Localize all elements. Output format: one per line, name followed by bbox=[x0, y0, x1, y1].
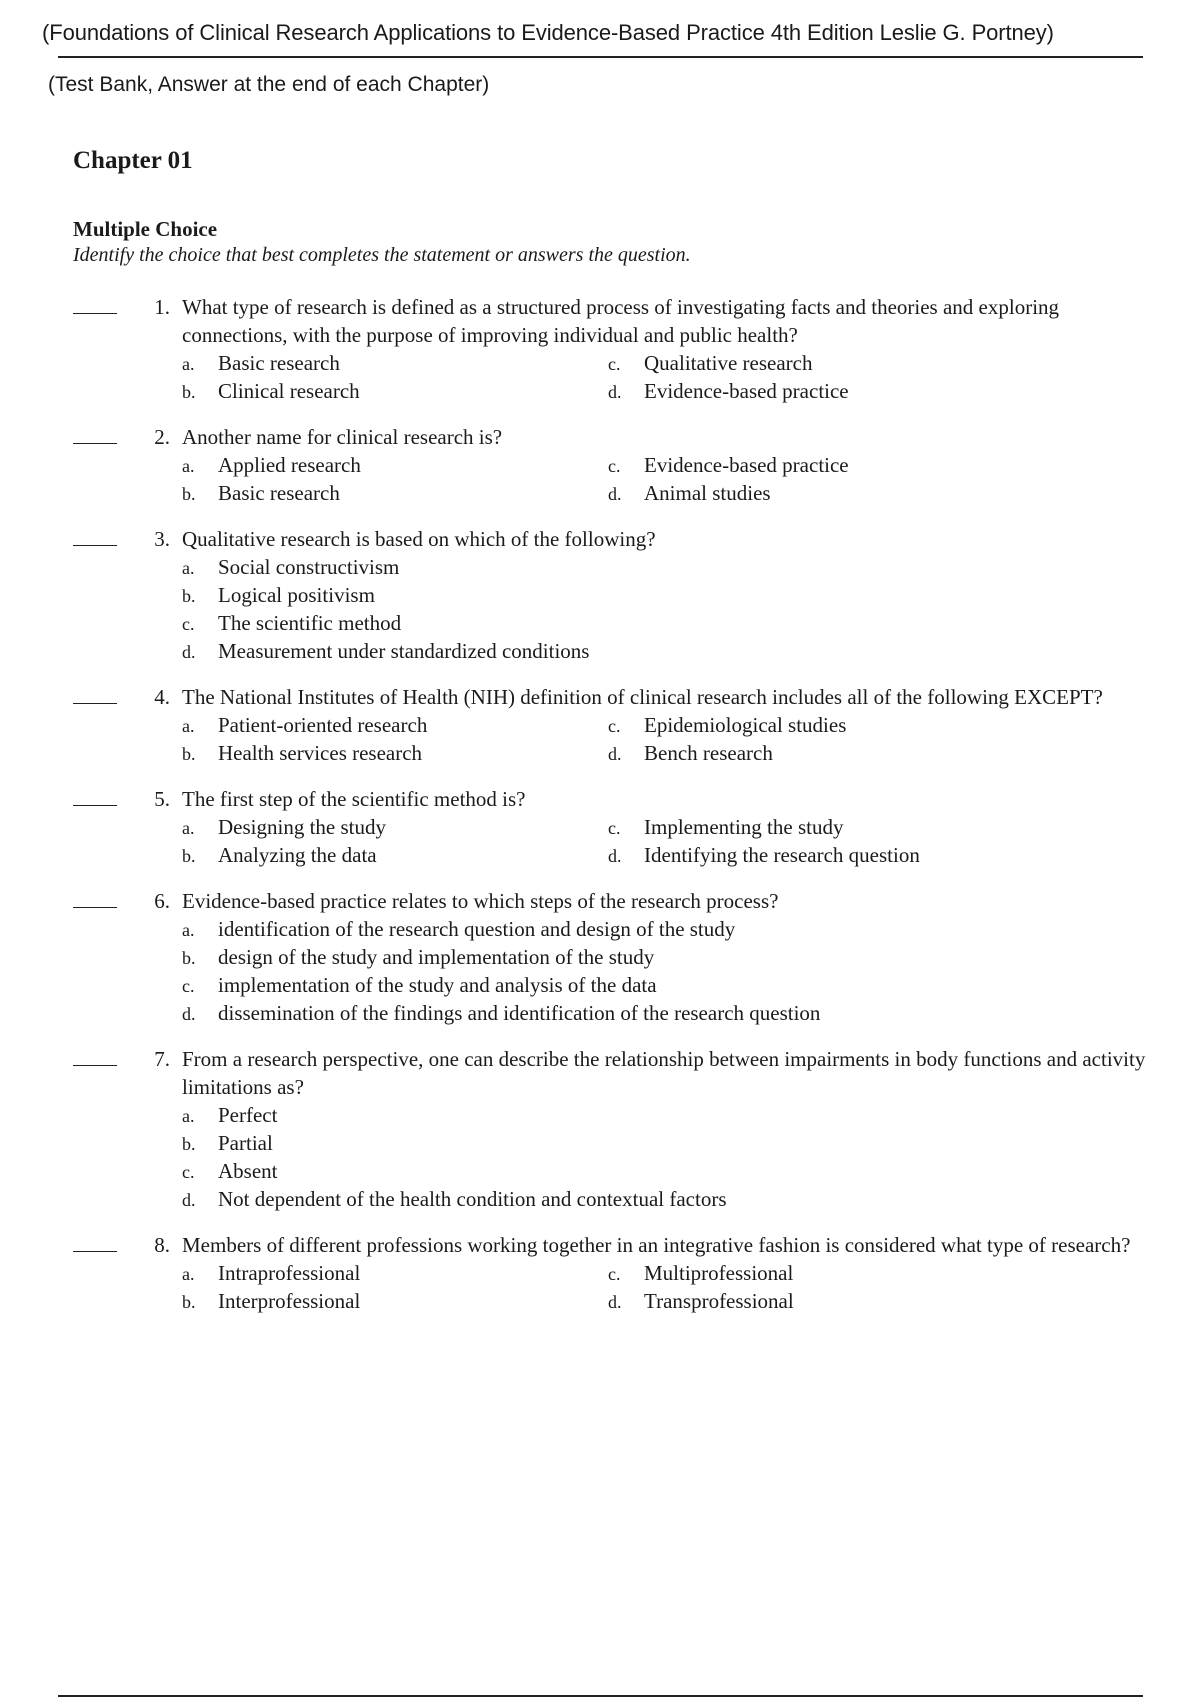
choice-letter: a. bbox=[182, 716, 195, 736]
choice-list bbox=[182, 1259, 1157, 1315]
choice-text: Health services research bbox=[218, 741, 423, 765]
answer-blank[interactable] bbox=[73, 703, 117, 704]
question-text: What type of research is defined as a structured process of investigating facts and theories and exploring connections, with the purpose of improving individual and public health? bbox=[182, 295, 1060, 347]
choice-text: implementation of the study and analysis of the data bbox=[218, 973, 657, 997]
choice-text: Implementing the study bbox=[644, 815, 844, 839]
answer-choice bbox=[608, 1287, 1157, 1315]
choice-letter: a. bbox=[182, 1106, 195, 1126]
choice-letter: c. bbox=[182, 614, 195, 634]
question-text: Evidence-based practice relates to which steps of the research process? bbox=[182, 889, 779, 913]
choice-text: identification of the research question and design of the study bbox=[218, 917, 736, 941]
question-item bbox=[0, 1045, 1200, 1213]
answer-choice bbox=[182, 637, 1157, 665]
answer-choice bbox=[182, 1157, 1157, 1185]
choice-letter: b. bbox=[182, 1292, 196, 1312]
choice-letter: d. bbox=[182, 1004, 196, 1024]
answer-blank[interactable] bbox=[73, 443, 117, 444]
answer-choice bbox=[182, 349, 608, 377]
choice-letter: a. bbox=[182, 818, 195, 838]
choice-letter: c. bbox=[608, 456, 621, 476]
question-text: Qualitative research is based on which of the following? bbox=[182, 527, 656, 551]
question-text: Members of different professions working together in an integrative fashion is considered what type of research? bbox=[182, 1233, 1131, 1257]
choice-text: Evidence-based practice bbox=[644, 379, 849, 403]
choice-text: Patient-oriented research bbox=[218, 713, 428, 737]
answer-choice bbox=[182, 553, 1157, 581]
choice-letter: b. bbox=[182, 846, 196, 866]
answer-blank[interactable] bbox=[73, 1065, 117, 1066]
choice-text: Transprofessional bbox=[644, 1289, 794, 1313]
answer-choice bbox=[182, 451, 608, 479]
choice-text: Identifying the research question bbox=[644, 843, 920, 867]
choice-text: Applied research bbox=[218, 453, 361, 477]
answer-choice bbox=[182, 1129, 1157, 1157]
choice-text: Partial bbox=[218, 1131, 273, 1155]
choice-list bbox=[182, 915, 1157, 1027]
choice-text: Measurement under standardized conditions bbox=[218, 639, 590, 663]
choice-text: Evidence-based practice bbox=[644, 453, 849, 477]
choice-text: Epidemiological studies bbox=[644, 713, 847, 737]
answer-blank[interactable] bbox=[73, 313, 117, 314]
choice-letter: a. bbox=[182, 1264, 195, 1284]
choice-letter: a. bbox=[182, 920, 195, 940]
document-header-title: (Foundations of Clinical Research Applications to Evidence-Based Practice 4th Edition Leslie G. Portney) bbox=[42, 20, 1054, 45]
question-number: 5. bbox=[154, 787, 170, 811]
question-number: 2. bbox=[154, 425, 170, 449]
question-item bbox=[0, 887, 1200, 1027]
chapter-title: Chapter 01 bbox=[73, 147, 193, 174]
answer-choice bbox=[182, 813, 608, 841]
question-number: 4. bbox=[154, 685, 170, 709]
choice-letter: d. bbox=[608, 744, 622, 764]
question-number: 7. bbox=[154, 1047, 170, 1071]
question-item bbox=[0, 423, 1200, 507]
question-text: The first step of the scientific method is? bbox=[182, 787, 526, 811]
choice-letter: d. bbox=[608, 484, 622, 504]
choice-letter: c. bbox=[182, 976, 195, 996]
question-item bbox=[0, 525, 1200, 665]
question-text: From a research perspective, one can describe the relationship between impairments in body functions and activity limitations as? bbox=[182, 1047, 1146, 1099]
choice-text: Intraprofessional bbox=[218, 1261, 361, 1285]
choice-list bbox=[182, 553, 1157, 665]
choice-text: Multiprofessional bbox=[644, 1261, 794, 1285]
choice-text: dissemination of the findings and identification of the research question bbox=[218, 1001, 821, 1025]
question-item bbox=[0, 293, 1200, 405]
answer-choice bbox=[182, 841, 608, 869]
answer-choice bbox=[608, 349, 1157, 377]
choice-list bbox=[182, 349, 1157, 405]
choice-list bbox=[182, 1101, 1157, 1213]
choice-letter: d. bbox=[182, 1190, 196, 1210]
document-header-subtitle: (Test Bank, Answer at the end of each Chapter) bbox=[48, 73, 490, 96]
choice-text: The scientific method bbox=[218, 611, 402, 635]
choice-text: Animal studies bbox=[644, 481, 771, 505]
choice-letter: a. bbox=[182, 354, 195, 374]
answer-choice bbox=[182, 739, 608, 767]
choice-letter: a. bbox=[182, 456, 195, 476]
choice-text: Absent bbox=[218, 1159, 278, 1183]
header-divider bbox=[58, 56, 1143, 58]
answer-choice bbox=[182, 1287, 608, 1315]
section-instructions: Identify the choice that best completes the statement or answers the question. bbox=[73, 244, 691, 266]
choice-list bbox=[182, 451, 1157, 507]
answer-choice bbox=[608, 451, 1157, 479]
footer-divider bbox=[58, 1695, 1143, 1697]
answer-choice bbox=[182, 943, 1157, 971]
choice-letter: d. bbox=[608, 846, 622, 866]
answer-choice bbox=[182, 999, 1157, 1027]
choice-text: design of the study and implementation of the study bbox=[218, 945, 655, 969]
question-number: 6. bbox=[154, 889, 170, 913]
choice-letter: d. bbox=[608, 1292, 622, 1312]
choice-letter: c. bbox=[608, 1264, 621, 1284]
answer-choice bbox=[182, 609, 1157, 637]
choice-text: Analyzing the data bbox=[218, 843, 377, 867]
choice-list bbox=[182, 813, 1157, 869]
choice-text: Clinical research bbox=[218, 379, 360, 403]
choice-text: Interprofessional bbox=[218, 1289, 361, 1313]
choice-letter: b. bbox=[182, 586, 196, 606]
answer-choice bbox=[608, 711, 1157, 739]
answer-blank[interactable] bbox=[73, 1251, 117, 1252]
choice-text: Not dependent of the health condition and contextual factors bbox=[218, 1187, 727, 1211]
answer-blank[interactable] bbox=[73, 907, 117, 908]
answer-blank[interactable] bbox=[73, 805, 117, 806]
answer-choice bbox=[182, 711, 608, 739]
choice-text: Social constructivism bbox=[218, 555, 400, 579]
question-item bbox=[0, 683, 1200, 767]
question-text: Another name for clinical research is? bbox=[182, 425, 503, 449]
choice-letter: a. bbox=[182, 558, 195, 578]
question-number: 1. bbox=[154, 295, 170, 319]
choice-letter: c. bbox=[608, 716, 621, 736]
choice-text: Bench research bbox=[644, 741, 773, 765]
answer-choice bbox=[608, 479, 1157, 507]
answer-choice bbox=[182, 971, 1157, 999]
choice-text: Designing the study bbox=[218, 815, 386, 839]
answer-choice bbox=[182, 1101, 1157, 1129]
answer-blank[interactable] bbox=[73, 545, 117, 546]
answer-choice bbox=[608, 739, 1157, 767]
choice-letter: c. bbox=[608, 354, 621, 374]
choice-text: Logical positivism bbox=[218, 583, 375, 607]
question-item bbox=[0, 785, 1200, 869]
choice-letter: b. bbox=[182, 484, 196, 504]
answer-choice bbox=[182, 479, 608, 507]
choice-letter: b. bbox=[182, 382, 196, 402]
question-number: 8. bbox=[154, 1233, 170, 1257]
question-item bbox=[0, 1231, 1200, 1315]
answer-choice bbox=[608, 813, 1157, 841]
choice-letter: b. bbox=[182, 948, 196, 968]
choice-text: Basic research bbox=[218, 351, 340, 375]
question-list bbox=[0, 293, 1200, 1333]
choice-letter: c. bbox=[182, 1162, 195, 1182]
choice-letter: d. bbox=[182, 642, 196, 662]
answer-choice bbox=[182, 1259, 608, 1287]
question-text: The National Institutes of Health (NIH) definition of clinical research includes all of the following EXCEPT? bbox=[182, 685, 1103, 709]
choice-text: Basic research bbox=[218, 481, 340, 505]
choice-text: Qualitative research bbox=[644, 351, 813, 375]
choice-letter: b. bbox=[182, 744, 196, 764]
section-title: Multiple Choice bbox=[73, 217, 218, 241]
choice-text: Perfect bbox=[218, 1103, 278, 1127]
answer-choice bbox=[608, 377, 1157, 405]
answer-choice bbox=[182, 915, 1157, 943]
answer-choice bbox=[182, 581, 1157, 609]
answer-choice bbox=[182, 1185, 1157, 1213]
choice-letter: d. bbox=[608, 382, 622, 402]
question-number: 3. bbox=[154, 527, 170, 551]
choice-list bbox=[182, 711, 1157, 767]
answer-choice bbox=[182, 377, 608, 405]
choice-letter: b. bbox=[182, 1134, 196, 1154]
choice-letter: c. bbox=[608, 818, 621, 838]
answer-choice bbox=[608, 1259, 1157, 1287]
answer-choice bbox=[608, 841, 1157, 869]
